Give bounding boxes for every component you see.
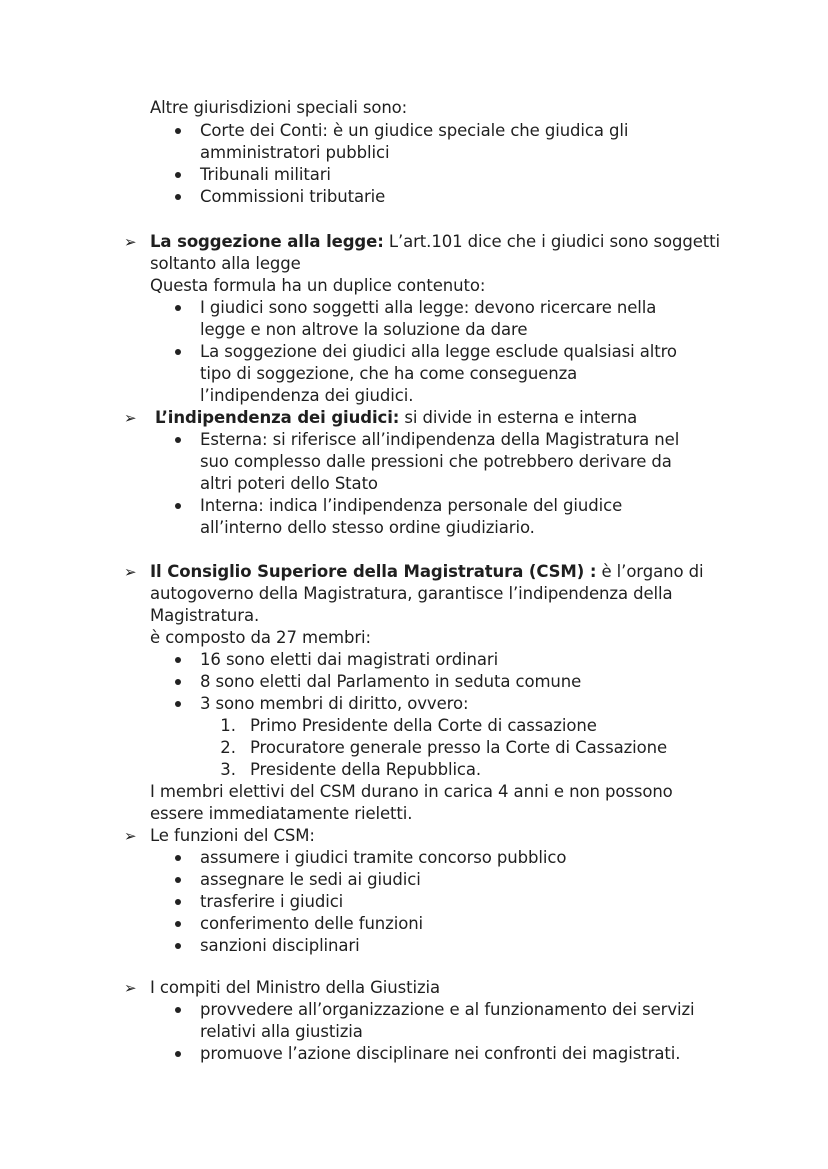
bullet-dot-icon: [175, 657, 181, 663]
bullet-dot-icon: [175, 855, 181, 861]
section-text: è l’organo di: [596, 562, 704, 581]
list-item: 16 sono eletti dai magistrati ordinari: [200, 650, 499, 669]
list-item: I giudici sono soggetti alla legge: devono ricercare nella: [200, 298, 657, 317]
paragraph-line: Magistratura.: [150, 606, 260, 625]
list-item: conferimento delle funzioni: [200, 914, 424, 933]
bullet-dot-icon: [175, 701, 181, 707]
arrowhead-bullet-icon: ➢: [124, 563, 137, 581]
bullet-dot-icon: [175, 128, 181, 134]
list-item: Esterna: si riferisce all’indipendenza della Magistratura nel: [200, 430, 680, 449]
list-item: promuove l’azione disciplinare nei confronti dei magistrati.: [200, 1044, 681, 1063]
paragraph-line: è composto da 27 membri:: [150, 628, 371, 647]
arrowhead-bullet-icon: ➢: [124, 233, 137, 251]
list-number: 3.: [220, 760, 236, 779]
list-item: Commissioni tributarie: [200, 187, 386, 206]
list-item-continuation: legge e non altrove la soluzione da dare: [200, 320, 528, 339]
paragraph-line: autogoverno della Magistratura, garantisce l’indipendenza della: [150, 584, 673, 603]
list-number: 2.: [220, 738, 236, 757]
list-item-continuation: l’indipendenza dei giudici.: [200, 386, 414, 405]
arrowhead-bullet-icon: ➢: [124, 979, 137, 997]
paragraph-line: I membri elettivi del CSM durano in carica 4 anni e non possono: [150, 782, 673, 801]
list-item: sanzioni disciplinari: [200, 936, 360, 955]
intro-text: Altre giurisdizioni speciali sono:: [150, 98, 408, 117]
numbered-item: Procuratore generale presso la Corte di Cassazione: [250, 738, 668, 757]
bullet-dot-icon: [175, 679, 181, 685]
bullet-dot-icon: [175, 1051, 181, 1057]
list-item: Interna: indica l’indipendenza personale del giudice: [200, 496, 623, 515]
list-item: provvedere all’organizzazione e al funzionamento dei servizi: [200, 1000, 695, 1019]
numbered-item: Presidente della Repubblica.: [250, 760, 482, 779]
list-item-continuation: amministratori pubblici: [200, 143, 390, 162]
section-title: L’indipendenza dei giudici:: [155, 408, 400, 427]
arrowhead-bullet-icon: ➢: [124, 409, 137, 427]
list-item-continuation: tipo di soggezione, che ha come conseguenza: [200, 364, 578, 383]
bullet-dot-icon: [175, 1007, 181, 1013]
list-item: trasferire i giudici: [200, 892, 344, 911]
bullet-dot-icon: [175, 503, 181, 509]
section-text: L’art.101 dice che i giudici sono soggetti: [383, 232, 721, 251]
list-item-continuation: all’interno dello stesso ordine giudiziario.: [200, 518, 535, 537]
bullet-dot-icon: [175, 877, 181, 883]
list-item: Tribunali militari: [200, 165, 331, 184]
list-item-continuation: suo complesso dalle pressioni che potrebbero derivare da: [200, 452, 672, 471]
paragraph-line: soltanto alla legge: [150, 254, 301, 273]
list-number: 1.: [220, 716, 236, 735]
list-item: assegnare le sedi ai giudici: [200, 870, 421, 889]
bullet-dot-icon: [175, 437, 181, 443]
bullet-dot-icon: [175, 172, 181, 178]
arrowhead-bullet-icon: ➢: [124, 827, 137, 845]
bullet-dot-icon: [175, 349, 181, 355]
bullet-dot-icon: [175, 194, 181, 200]
list-item-continuation: relativi alla giustizia: [200, 1022, 363, 1041]
numbered-item: Primo Presidente della Corte di cassazione: [250, 716, 597, 735]
list-item: La soggezione dei giudici alla legge esclude qualsiasi altro: [200, 342, 677, 361]
bullet-dot-icon: [175, 921, 181, 927]
paragraph-line: Questa formula ha un duplice contenuto:: [150, 276, 486, 295]
list-item: assumere i giudici tramite concorso pubblico: [200, 848, 567, 867]
bullet-dot-icon: [175, 943, 181, 949]
list-item-continuation: altri poteri dello Stato: [200, 474, 378, 493]
bullet-dot-icon: [175, 305, 181, 311]
section-heading: Le funzioni del CSM:: [150, 826, 315, 845]
paragraph-line: essere immediatamente rieletti.: [150, 804, 413, 823]
bullet-dot-icon: [175, 899, 181, 905]
section-title: La soggezione alla legge:: [150, 232, 384, 251]
section-heading: [155, 407, 637, 429]
list-item: 8 sono eletti dal Parlamento in seduta comune: [200, 672, 582, 691]
section-text: si divide in esterna e interna: [399, 408, 638, 427]
section-heading: [150, 231, 720, 253]
section-heading: [150, 561, 703, 583]
section-title: Il Consiglio Superiore della Magistratura (CSM) :: [150, 562, 597, 581]
list-item: 3 sono membri di diritto, ovvero:: [200, 694, 469, 713]
list-item: Corte dei Conti: è un giudice speciale che giudica gli: [200, 121, 629, 140]
section-heading: I compiti del Ministro della Giustizia: [150, 978, 441, 997]
